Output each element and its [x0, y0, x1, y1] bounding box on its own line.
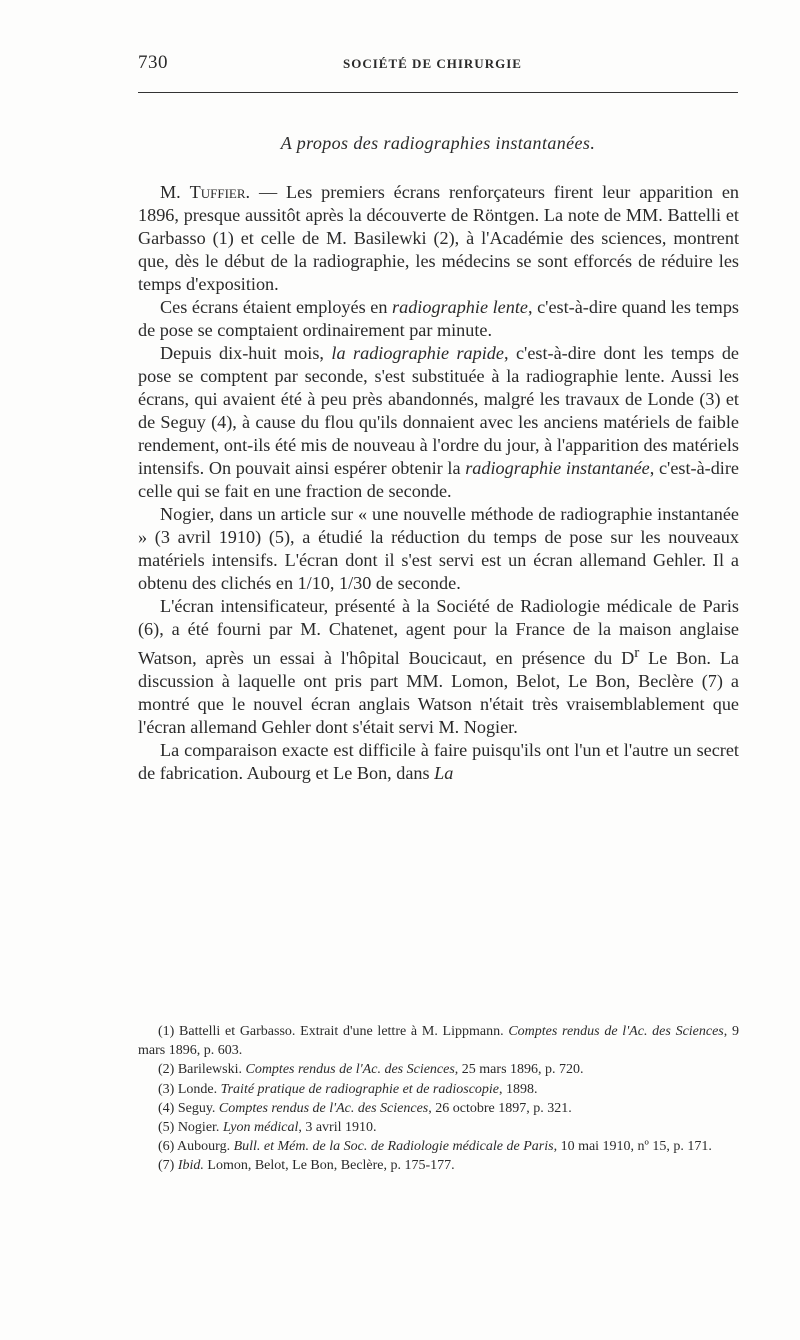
paragraph-1: M. Tuffier. — Les premiers écrans renforçateurs firent leur apparition en 1896, presque aussitôt après la découverte de Röntgen. La note de MM. Battelli et Garbasso (1) et celle de M. Basilewki (2), à l'Académie des sciences, montrent que, dès le début de la radiographie, les médecins se sont efforcés de réduire les temps d'exposition. [138, 182, 740, 294]
page-number: 730 [138, 52, 168, 73]
header-rule [138, 92, 738, 93]
article-body [138, 181, 739, 785]
running-title: SOCIÉTÉ DE CHIRURGIE [343, 56, 522, 71]
footnote-3: (3) Londe. Traité pratique de radiographie et de radioscopie, 1898. [158, 1081, 538, 1097]
paragraph-4: Nogier, dans un article sur « une nouvelle méthode de radiographie instantanée » (3 avril 1910) (5), a étudié la réduction du temps de pose sur les nouveaux matériels intensifs. L'écran dont il s'est servi est un écran allemand Gehler. Il a obtenu des clichés en 1/10, 1/30 de seconde. [138, 504, 739, 593]
footnote-2: (2) Barilewski. Comptes rendus de l'Ac. des Sciences, 25 mars 1896, p. 720. [158, 1062, 584, 1078]
page-header [138, 52, 738, 76]
footnotes [138, 1022, 739, 1176]
footnote-4: (4) Seguy. Comptes rendus de l'Ac. des Sciences, 26 octobre 1897, p. 321. [158, 1100, 572, 1116]
footnote-1: (1) Battelli et Garbasso. Extrait d'une lettre à M. Lippmann. Comptes rendus de l'Ac. des Sciences, 9 mars 1896, p. 603. [138, 1024, 739, 1059]
article-title: A propos des radiographies instantanées. [280, 133, 596, 153]
author-name: Tuffier [189, 182, 246, 202]
footnote-6: (6) Aubourg. Bull. et Mém. de la Soc. de Radiologie médicale de Paris, 10 mai 1910, nº 15, p. 171. [158, 1139, 712, 1155]
footnote-7: (7) Ibid. Lomon, Belot, Le Bon, Beclère, p. 175-177. [158, 1158, 455, 1174]
paragraph-5: L'écran intensificateur, présenté à la Société de Radiologie médicale de Paris (6), a été fourni par M. Chatenet, agent pour la France de la maison anglaise Watson, après un essai à l'hôpital Boucicaut, en présence du $D^r$ Le Bon. La discussion à laquelle ont pris part MM. Lomon, Belot, Le Bon, Beclère (7) a montré que le nouvel écran anglais Watson n'était très vraisemblablement que l'écran allemand Gehler dont s'était servi M. Nogier. [138, 596, 739, 738]
paragraph-6: La comparaison exacte est difficile à faire puisqu'ils ont l'un et l'autre un secret de fabrication. Aubourg et Le Bon, dans La [138, 740, 739, 784]
footnote-5: (5) Nogier. Lyon médical, 3 avril 1910. [158, 1120, 377, 1136]
paragraph-2: Ces écrans étaient employés en radiographie lente, c'est-à-dire quand les temps de pose se comptaient ordinairement par minute. [138, 297, 739, 340]
paragraph-3: Depuis dix-huit mois, la radiographie rapide, c'est-à-dire dont les temps de pose se comptent par seconde, s'est substituée à la radiographie lente. Aussi les écrans, qui avaient été à peu près abandonnés, malgré les travaux de Londe (3) et de Seguy (4), à cause du flou qu'ils donnaient avec les anciens matériels de faible rendement, ont-ils été mis de nouveau à l'ordre du jour, à l'apparition des matériels intensifs. On pouvait ainsi espérer obtenir la radiographie instantanée, c'est-à-dire celle qui se fait en une fraction de seconde. [138, 343, 739, 501]
